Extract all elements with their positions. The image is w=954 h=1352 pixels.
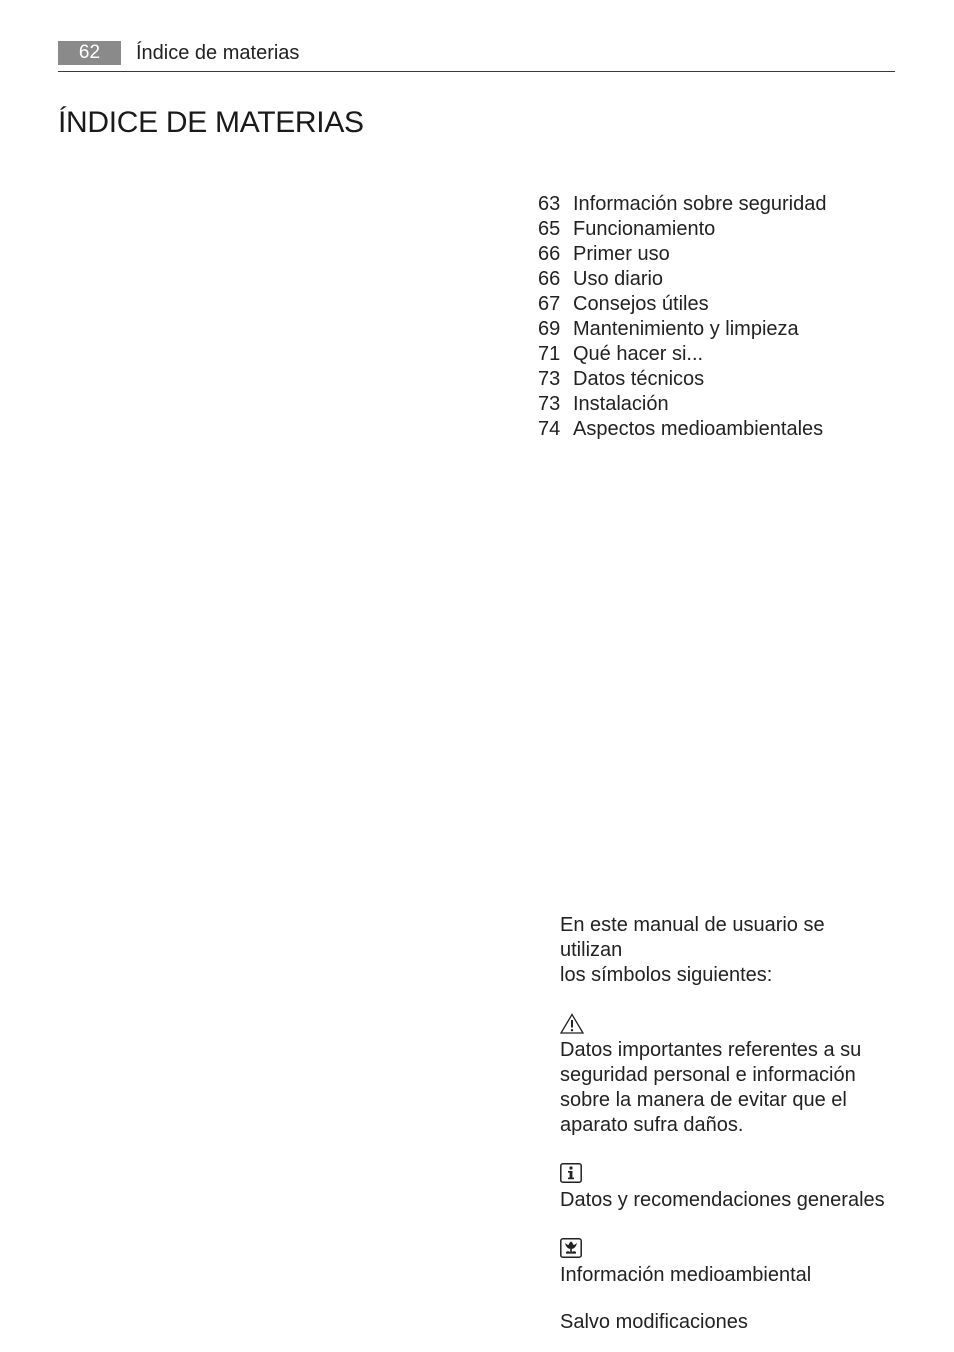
toc-item[interactable] — [538, 292, 826, 317]
info-text: Datos y recomendaciones generales — [560, 1189, 885, 1211]
toc-page: 66 — [538, 268, 561, 290]
toc-item[interactable] — [538, 317, 826, 342]
toc-label: Uso diario — [573, 268, 664, 290]
toc-label: Aspectos medioambientales — [573, 418, 824, 440]
toc-item[interactable] — [538, 242, 826, 267]
toc-item[interactable] — [538, 367, 826, 392]
warning-text: aparato sufra daños. — [560, 1114, 744, 1136]
page-header — [58, 41, 895, 72]
toc-item[interactable] — [538, 267, 826, 292]
warning-text: sobre la manera de evitar que el — [560, 1089, 847, 1111]
environment-flower-icon — [560, 1238, 890, 1263]
toc-page: 73 — [538, 368, 561, 390]
toc-page: 65 — [538, 218, 561, 240]
running-title: Índice de materias — [136, 42, 300, 64]
table-of-contents — [538, 192, 826, 442]
toc-label: Qué hacer si... — [573, 343, 704, 365]
warning-text: Datos importantes referentes a su — [560, 1039, 862, 1061]
toc-label: Consejos útiles — [573, 293, 709, 315]
intro-line: los símbolos siguientes: — [560, 964, 773, 986]
toc-label: Datos técnicos — [573, 368, 705, 390]
toc-label: Instalación — [573, 393, 669, 415]
toc-page: 66 — [538, 243, 561, 265]
environment-text: Información medioambiental — [560, 1264, 812, 1286]
toc-page: 73 — [538, 393, 561, 415]
footer-note: Salvo modificaciones — [560, 1311, 748, 1333]
toc-item[interactable] — [538, 392, 826, 417]
toc-label: Primer uso — [573, 243, 670, 265]
page-number: 62 — [58, 41, 121, 65]
toc-item[interactable] — [538, 217, 826, 242]
toc-page: 67 — [538, 293, 561, 315]
toc-page: 69 — [538, 318, 561, 340]
toc-page: 63 — [538, 193, 561, 215]
page-title: ÍNDICE DE MATERIAS — [58, 106, 364, 139]
spacer — [560, 1288, 890, 1310]
toc-label: Funcionamiento — [573, 218, 716, 240]
toc-page: 74 — [538, 418, 561, 440]
toc-item[interactable] — [538, 342, 826, 367]
toc-item[interactable] — [538, 192, 826, 217]
symbols-legend — [560, 913, 890, 1335]
info-icon — [560, 1163, 890, 1188]
toc-item[interactable] — [538, 417, 826, 442]
warning-text: seguridad personal e información — [560, 1064, 856, 1086]
toc-label: Información sobre seguridad — [573, 193, 827, 215]
toc-page: 71 — [538, 343, 561, 365]
warning-triangle-icon — [560, 1013, 890, 1038]
toc-label: Mantenimiento y limpieza — [573, 318, 799, 340]
intro-line: En este manual de usuario se utilizan — [560, 914, 825, 961]
